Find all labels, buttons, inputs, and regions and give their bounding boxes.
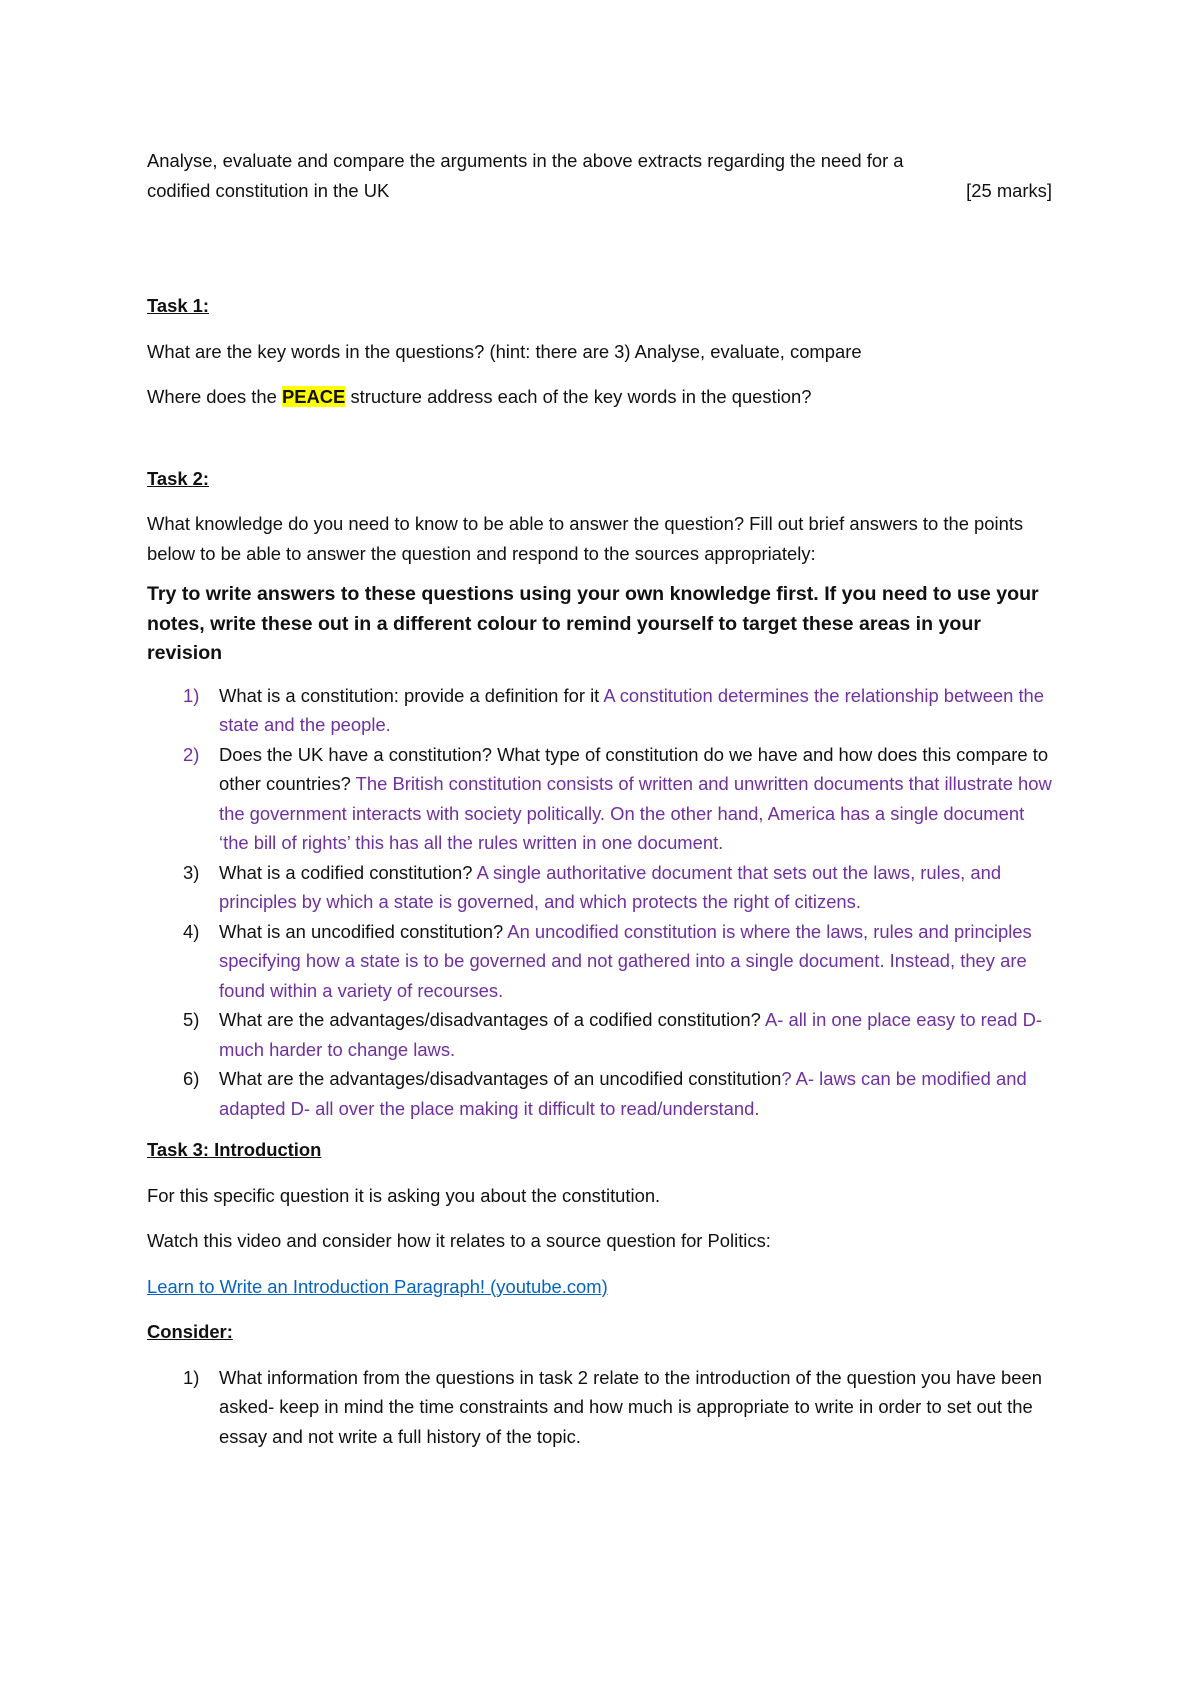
video-link[interactable]: Learn to Write an Introduction Paragraph! (youtube.com) xyxy=(147,1275,608,1297)
list-item-question: What is a constitution: provide a definition for it xyxy=(219,684,604,706)
list-item-question: What is an uncodified constitution? xyxy=(219,920,508,942)
task2-heading: Task 2: xyxy=(147,467,210,489)
task1-question-1: What are the key words in the questions? (hint: there are 3) Analyse, evaluate, compare xyxy=(147,340,862,362)
question-line-2-row xyxy=(147,176,1052,206)
list-item-number: 3) xyxy=(183,861,200,883)
task3-line-1: For this specific question it is asking you about the constitution. xyxy=(147,1184,661,1206)
list-item-number: 4) xyxy=(183,920,200,942)
task1-question-2 xyxy=(147,382,1052,412)
list-item-answer: An uncodified constitution is where the laws, rules and principles specifying how a state is to be governed and not gathered into a single document. Instead, they are found within a variety of recourses. xyxy=(219,920,1032,1001)
list-item xyxy=(147,1363,1052,1452)
list-item xyxy=(147,1064,1052,1123)
list-item-number: 6) xyxy=(183,1068,200,1089)
task3-heading: Task 3: Introduction xyxy=(147,1139,322,1160)
list-item-number: 5) xyxy=(183,1009,200,1030)
list-item-text: What information from the questions in task 2 relate to the introduction of the question you have been asked- keep in mind the time constraints and how much is appropriate to write in order to set out the essay and not write a full history of the topic. xyxy=(219,1366,1042,1447)
list-item-question: What are the advantages/disadvantages of a codified constitution? xyxy=(219,1009,765,1030)
consider-heading: Consider: xyxy=(147,1321,233,1342)
list-item-answer: A single authoritative document that sets out the laws, rules, and principles by which a state is governed, and which protects the right of citizens. xyxy=(219,861,1002,912)
video-link-paragraph xyxy=(147,1272,1052,1302)
question-marks: [25 marks] xyxy=(966,179,1052,201)
list-item-answer: A constitution determines the relationship between the state and the people. xyxy=(219,684,1045,735)
consider-list xyxy=(147,1363,1052,1452)
task1-heading: Task 1: xyxy=(147,295,210,316)
list-item-number: 2) xyxy=(183,743,200,765)
list-item-question: Does the UK have a constitution? What type of constitution do we have and how does this compare to other countries? xyxy=(219,743,1049,794)
document-page xyxy=(147,146,1052,1451)
list-item xyxy=(147,740,1052,858)
list-item xyxy=(147,681,1052,740)
task1-q2-after: structure address each of the key words in the question? xyxy=(345,386,812,407)
list-item xyxy=(147,1005,1052,1064)
task3-line-2: Watch this video and consider how it relates to a source question for Politics: xyxy=(147,1230,771,1251)
list-item-question: What is a codified constitution? xyxy=(219,861,477,883)
task2-intro: What knowledge do you need to know to be able to answer the question? Fill out brief answers to the points below to be able to answer the question and respond to the sources appropriately: xyxy=(147,513,1024,564)
task2-bold-note: Try to write answers to these questions using your own knowledge first. If you need to use your notes, write these out in a different colour to remind yourself to target these areas in your revision xyxy=(147,583,1039,664)
question-line-2: codified constitution in the UK xyxy=(147,179,390,201)
list-item-number: 1) xyxy=(183,1366,200,1388)
list-item-answer: A- all in one place easy to read D- much harder to change laws. xyxy=(219,1009,1042,1060)
list-item-number: 1) xyxy=(183,684,200,706)
task1-q2-before: Where does the xyxy=(147,386,282,407)
list-item xyxy=(147,858,1052,917)
peace-highlight: PEACE xyxy=(281,386,346,407)
list-item xyxy=(147,917,1052,1006)
essay-question xyxy=(147,146,1052,205)
list-item-answer: The British constitution consists of written and unwritten documents that illustrate how the government interacts with society politically. On the other hand, America has a single document ‘the bill of rights’ this has all the rules written in one document. xyxy=(219,773,1052,853)
list-item-answer: ? A- laws can be modified and adapted D- all over the place making it difficult to read/understand. xyxy=(219,1068,1027,1119)
list-item-question: What are the advantages/disadvantages of an uncodified constitution xyxy=(219,1068,782,1089)
question-line-1: Analyse, evaluate and compare the arguments in the above extracts regarding the need for a xyxy=(147,150,904,171)
task2-question-list xyxy=(147,681,1052,1124)
